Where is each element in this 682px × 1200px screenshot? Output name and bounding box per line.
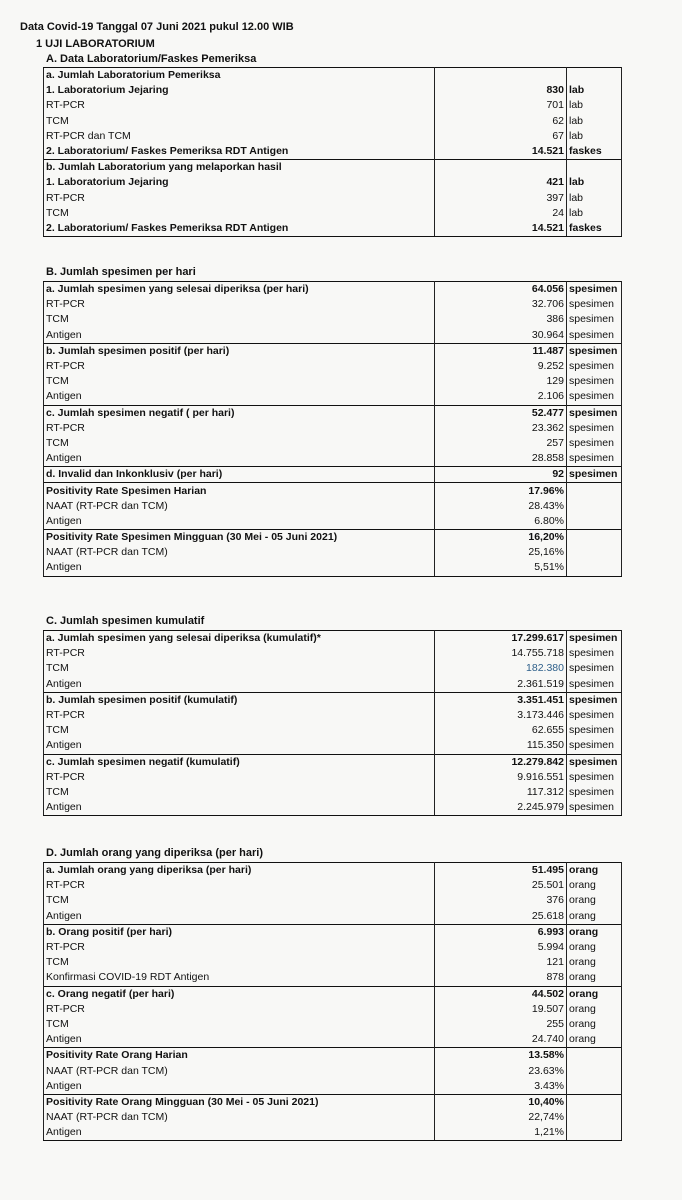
row-value: 2.361.519 [435,677,567,693]
row-unit: faskes [567,221,622,237]
row-unit [567,1094,622,1110]
row-label: Konfirmasi COVID-19 RDT Antigen [44,970,435,986]
row-value: 9.916.551 [435,770,567,785]
table-row [44,545,622,560]
row-unit [567,560,622,576]
row-value: 2.245.979 [435,800,567,816]
row-label: TCM [44,206,435,221]
table-row [44,785,622,800]
table-row [44,800,622,816]
table-row [44,738,622,754]
row-unit: orang [567,1017,622,1032]
row-label: NAAT (RT-PCR dan TCM) [44,499,435,514]
row-label: b. Jumlah spesimen positif (kumulatif) [44,692,435,708]
row-unit: spesimen [567,312,622,327]
row-value: 386 [435,312,567,327]
table-row [44,436,622,451]
row-value: 257 [435,436,567,451]
row-value: 23.63% [435,1063,567,1078]
row-label: NAAT (RT-PCR dan TCM) [44,1063,435,1078]
row-value: 878 [435,970,567,986]
row-unit: lab [567,98,622,113]
row-label: c. Jumlah spesimen negatif ( per hari) [44,405,435,421]
row-label: d. Invalid dan Inkonklusiv (per hari) [44,467,435,483]
row-label: 1. Laboratorium Jejaring [44,175,435,190]
row-value: 6.993 [435,924,567,940]
row-unit: spesimen [567,282,622,298]
people-tested-table [43,862,622,1141]
row-label: RT-PCR [44,297,435,312]
table-row [44,723,622,738]
row-unit: spesimen [567,800,622,816]
table-row [44,221,622,237]
row-value: 17.299.617 [435,631,567,647]
row-label: Antigen [44,389,435,405]
row-value: 1,21% [435,1125,567,1141]
row-value: 701 [435,98,567,113]
row-unit: spesimen [567,297,622,312]
table-row [44,467,622,483]
row-unit [567,1110,622,1125]
row-unit: orang [567,970,622,986]
section-c-heading: C. Jumlah spesimen kumulatif [46,615,205,627]
section-a-heading: A. Data Laboratorium/Faskes Pemeriksa [46,53,257,65]
row-label: RT-PCR [44,708,435,723]
row-unit: spesimen [567,677,622,693]
row-value: 62 [435,114,567,129]
row-label: a. Jumlah orang yang diperiksa (per hari) [44,863,435,879]
lab-table [43,67,622,237]
table-row [44,646,622,661]
row-value: 51.495 [435,863,567,879]
row-label: Antigen [44,1125,435,1141]
row-label: TCM [44,114,435,129]
row-value: 52.477 [435,405,567,421]
table-row [44,83,622,98]
row-label: a. Jumlah spesimen yang selesai diperiksa (kumulatif)* [44,631,435,647]
row-label: TCM [44,661,435,676]
table-row [44,343,622,359]
row-label: b. Jumlah Laboratorium yang melaporkan hasil [44,160,435,176]
row-unit: spesimen [567,328,622,344]
row-unit [567,160,622,176]
row-label: RT-PCR [44,646,435,661]
row-label: a. Jumlah Laboratorium Pemeriksa [44,68,435,84]
table-row [44,389,622,405]
section-b-heading: B. Jumlah spesimen per hari [46,266,196,278]
row-label: Antigen [44,800,435,816]
row-unit: orang [567,986,622,1002]
row-unit: spesimen [567,436,622,451]
row-value: 23.362 [435,421,567,436]
row-label: RT-PCR [44,359,435,374]
table-row [44,114,622,129]
row-label: c. Orang negatif (per hari) [44,986,435,1002]
table-row [44,144,622,160]
row-label: b. Orang positif (per hari) [44,924,435,940]
row-unit [567,499,622,514]
table-row [44,708,622,723]
row-value: 16,20% [435,530,567,546]
row-value: 115.350 [435,738,567,754]
row-value: 12.279.842 [435,754,567,770]
table-row [44,560,622,576]
row-value: 255 [435,1017,567,1032]
row-unit [567,1125,622,1141]
table-row [44,359,622,374]
table-row [44,692,622,708]
row-value: 24 [435,206,567,221]
row-unit: orang [567,1032,622,1048]
table-row [44,1048,622,1064]
row-unit: spesimen [567,754,622,770]
row-label: RT-PCR [44,421,435,436]
row-unit: spesimen [567,708,622,723]
row-value: 421 [435,175,567,190]
row-label: RT-PCR dan TCM [44,129,435,144]
row-value: 28.43% [435,499,567,514]
row-value: 10,40% [435,1094,567,1110]
row-unit [567,545,622,560]
row-unit [567,483,622,499]
table-row [44,160,622,176]
row-unit: orang [567,863,622,879]
row-label: NAAT (RT-PCR dan TCM) [44,1110,435,1125]
row-value: 64.056 [435,282,567,298]
table-row [44,282,622,298]
table-row [44,405,622,421]
table-row [44,514,622,530]
row-label: TCM [44,312,435,327]
row-unit: orang [567,909,622,925]
row-unit: spesimen [567,405,622,421]
row-label: TCM [44,893,435,908]
row-unit: faskes [567,144,622,160]
row-value: 830 [435,83,567,98]
row-label: RT-PCR [44,878,435,893]
table-row [44,909,622,925]
row-unit: spesimen [567,785,622,800]
table-row [44,374,622,389]
row-value [435,160,567,176]
row-value: 24.740 [435,1032,567,1048]
row-label: Antigen [44,328,435,344]
row-value: 3.351.451 [435,692,567,708]
table-row [44,893,622,908]
table-row [44,499,622,514]
row-value: 117.312 [435,785,567,800]
table-row [44,677,622,693]
row-value: 3.173.446 [435,708,567,723]
row-unit: orang [567,1002,622,1017]
table-row [44,970,622,986]
table-row [44,878,622,893]
table-row [44,770,622,785]
table-row [44,940,622,955]
row-value: 5,51% [435,560,567,576]
row-value: 62.655 [435,723,567,738]
row-unit: lab [567,175,622,190]
table-row [44,206,622,221]
row-value: 67 [435,129,567,144]
row-label: c. Jumlah spesimen negatif (kumulatif) [44,754,435,770]
row-value: 5.994 [435,940,567,955]
row-label: Positivity Rate Orang Harian [44,1048,435,1064]
row-value: 30.964 [435,328,567,344]
row-label: TCM [44,955,435,970]
row-label: Antigen [44,451,435,467]
row-unit: spesimen [567,661,622,676]
table-row [44,328,622,344]
row-label: Antigen [44,560,435,576]
row-unit: orang [567,893,622,908]
row-label: Antigen [44,514,435,530]
row-value: 44.502 [435,986,567,1002]
row-label: 2. Laboratorium/ Faskes Pemeriksa RDT Antigen [44,144,435,160]
table-row [44,1002,622,1017]
table-row [44,863,622,879]
row-value: 14.521 [435,221,567,237]
table-row [44,312,622,327]
table-row [44,924,622,940]
row-unit: orang [567,955,622,970]
table-row [44,191,622,206]
row-label: RT-PCR [44,98,435,113]
row-value: 22,74% [435,1110,567,1125]
row-label: Antigen [44,1079,435,1095]
table-row [44,451,622,467]
row-unit [567,1063,622,1078]
row-value: 182.380 [435,661,567,676]
row-unit: spesimen [567,421,622,436]
table-row [44,175,622,190]
row-label: RT-PCR [44,1002,435,1017]
row-unit: spesimen [567,738,622,754]
row-unit: orang [567,878,622,893]
row-value: 376 [435,893,567,908]
row-unit [567,68,622,84]
section-d-heading: D. Jumlah orang yang diperiksa (per hari) [46,847,263,859]
table-row [44,129,622,144]
row-value [435,68,567,84]
table-row [44,1125,622,1141]
row-value: 6.80% [435,514,567,530]
row-label: RT-PCR [44,940,435,955]
cumulative-specimen-table [43,630,622,816]
daily-specimen-table [43,281,622,577]
table-row [44,98,622,113]
row-unit [567,1048,622,1064]
row-value: 13.58% [435,1048,567,1064]
row-label: RT-PCR [44,770,435,785]
table-row [44,754,622,770]
row-value: 92 [435,467,567,483]
row-unit: spesimen [567,359,622,374]
table-row [44,1094,622,1110]
table-row [44,297,622,312]
row-unit: lab [567,114,622,129]
row-value: 28.858 [435,451,567,467]
table-row [44,421,622,436]
table-row [44,661,622,676]
row-unit: lab [567,206,622,221]
row-value: 25.501 [435,878,567,893]
row-unit: spesimen [567,374,622,389]
row-value: 397 [435,191,567,206]
row-unit: spesimen [567,451,622,467]
row-label: Antigen [44,677,435,693]
document-title: Data Covid-19 Tanggal 07 Juni 2021 pukul 12.00 WIB [20,21,294,33]
row-value: 14.755.718 [435,646,567,661]
table-row [44,530,622,546]
row-unit: spesimen [567,723,622,738]
row-value: 17.96% [435,483,567,499]
row-unit [567,530,622,546]
row-unit: lab [567,83,622,98]
row-value: 25,16% [435,545,567,560]
row-value: 2.106 [435,389,567,405]
row-unit: spesimen [567,631,622,647]
table-row [44,986,622,1002]
row-value: 129 [435,374,567,389]
table-row [44,68,622,84]
row-value: 25.618 [435,909,567,925]
row-value: 14.521 [435,144,567,160]
table-row [44,1032,622,1048]
table-row [44,483,622,499]
row-unit: lab [567,129,622,144]
row-label: b. Jumlah spesimen positif (per hari) [44,343,435,359]
row-label: Antigen [44,909,435,925]
row-unit: spesimen [567,692,622,708]
row-unit: spesimen [567,467,622,483]
row-unit: spesimen [567,646,622,661]
row-value: 121 [435,955,567,970]
row-unit [567,514,622,530]
row-value: 32.706 [435,297,567,312]
row-label: TCM [44,436,435,451]
table-row [44,955,622,970]
row-unit: spesimen [567,770,622,785]
section-heading: 1 UJI LABORATORIUM [36,38,155,50]
row-unit: spesimen [567,389,622,405]
row-unit [567,1079,622,1095]
row-label: NAAT (RT-PCR dan TCM) [44,545,435,560]
row-label: 1. Laboratorium Jejaring [44,83,435,98]
row-label: TCM [44,785,435,800]
table-row [44,631,622,647]
row-value: 19.507 [435,1002,567,1017]
row-label: RT-PCR [44,191,435,206]
row-label: Positivity Rate Spesimen Mingguan (30 Mei - 05 Juni 2021) [44,530,435,546]
row-label: Positivity Rate Orang Mingguan (30 Mei - 05 Juni 2021) [44,1094,435,1110]
row-unit: spesimen [567,343,622,359]
row-label: Positivity Rate Spesimen Harian [44,483,435,499]
table-row [44,1017,622,1032]
row-label: TCM [44,374,435,389]
row-unit: orang [567,940,622,955]
row-unit: lab [567,191,622,206]
row-value: 9.252 [435,359,567,374]
table-row [44,1110,622,1125]
row-label: TCM [44,1017,435,1032]
table-row [44,1063,622,1078]
row-value: 3.43% [435,1079,567,1095]
row-label: Antigen [44,738,435,754]
row-unit: orang [567,924,622,940]
row-label: a. Jumlah spesimen yang selesai diperiksa (per hari) [44,282,435,298]
row-label: Antigen [44,1032,435,1048]
row-label: 2. Laboratorium/ Faskes Pemeriksa RDT Antigen [44,221,435,237]
table-row [44,1079,622,1095]
row-value: 11.487 [435,343,567,359]
row-label: TCM [44,723,435,738]
